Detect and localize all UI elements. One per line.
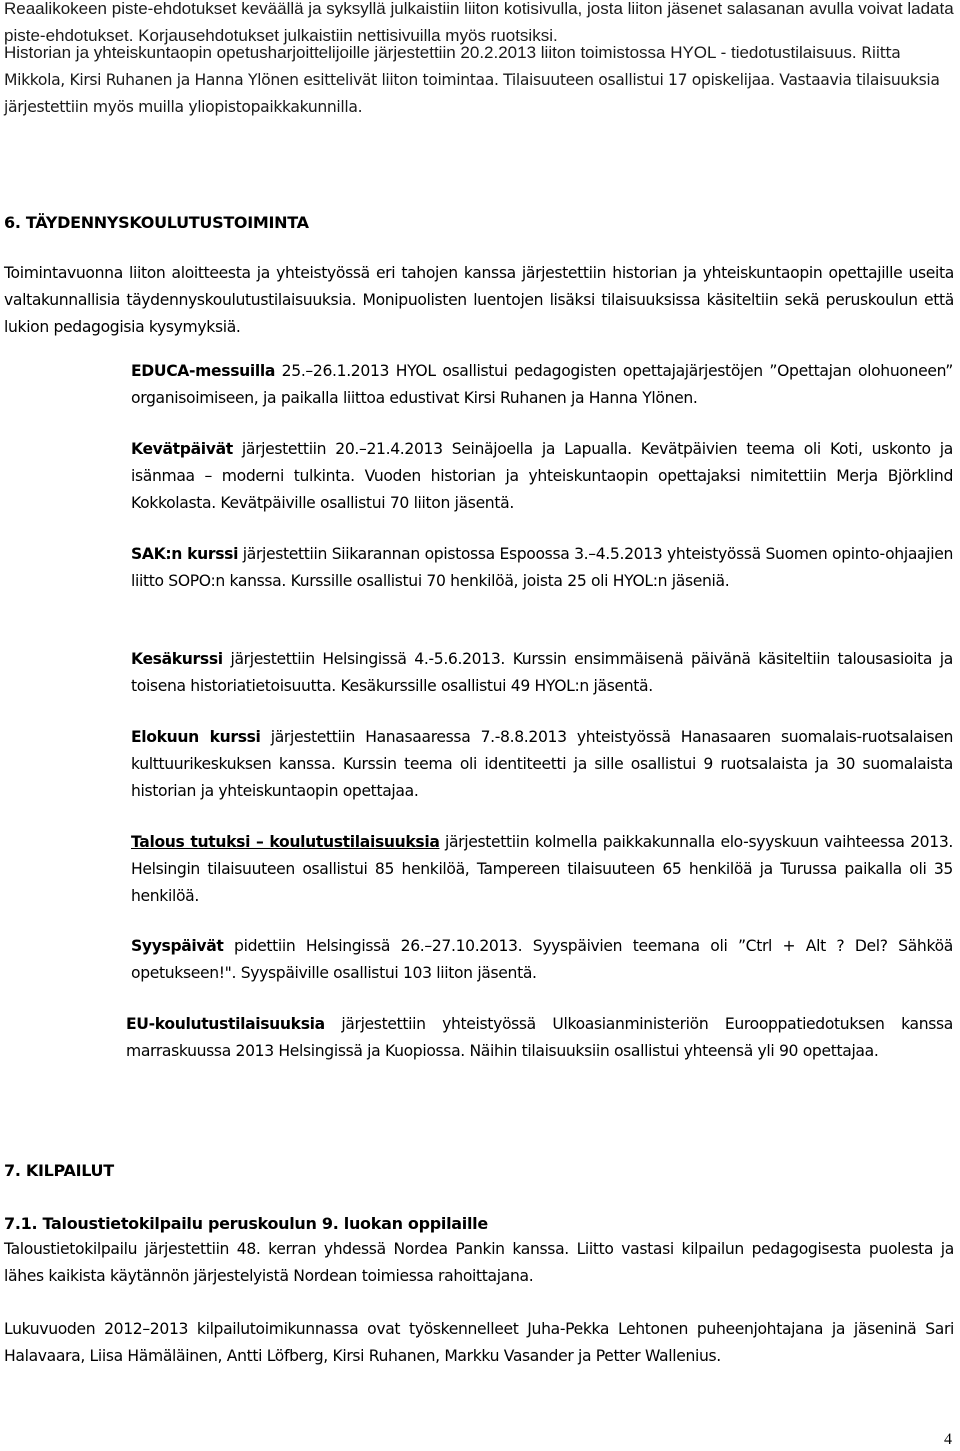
intro-briefing-part2: Riitta Mikkola, Kirsi Ruhanen ja Hanna Ylönen esittelivät liiton toimintaa. Tilaisuuteen osallistui 17 opiskelijaa. Vastaavia tilaisuuksia järjestettiin myös muilla yliopistopaikkakunnilla. — [4, 44, 940, 116]
item-eu-title: EU-koulutustilaisuuksia — [126, 1015, 325, 1033]
item-elokuun-text: järjestettiin Hanasaaressa 7.-8.8.2013 yhteistyössä Hanasaaren suomalais-ruotsalaisen kulttuurikeskuksen kanssa. Kurssin teema oli identiteetti ja sille osallistui 9 ruotsalaista ja 30 suomalaista historian ja yhteiskuntaopin opettajaa. — [131, 728, 953, 800]
item-syyspaivat-text: pidettiin Helsingissä 26.–27.10.2013. Syyspäivien teemana oli ”Ctrl + Alt ? Del? Sähköä opetukseen!". Syyspäiville osallistui 103 liiton jäsentä. — [131, 937, 953, 982]
item-elokuun-kurssi — [131, 724, 953, 804]
item-kevatpaivat-text: järjestettiin 20.–21.4.2013 Seinäjoella ja Lapualla. Kevätpäivien teema oli Koti, uskonto ja isänmaa – moderni tulkinta. Vuoden historian ja yhteiskuntaopin opettajaksi nimitettiin Merja Björklind Kokkolasta. Kevätpäiville osallistui 70 liiton jäsentä. — [131, 440, 953, 512]
item-talous-tutuksi — [131, 829, 953, 909]
intro-briefing-part1: Historian ja yhteiskuntaopin opetusharjoittelijoille järjestettiin 20.2.2013 liiton toimistossa HYOL - tiedotustilaisuus. — [4, 43, 857, 62]
item-syyspaivat-title: Syyspäivät — [131, 937, 224, 955]
item-kesakurssi — [131, 646, 953, 700]
section7-body-1: Taloustietokilpailu järjestettiin 48. kerran yhdessä Nordea Pankin kanssa. Liitto vastasi kilpailun pedagogisesta puolesta ja lähes kaikista käytännön järjestelyistä Nordean toimiessa rahoittajana. — [4, 1240, 954, 1285]
item-kesakurssi-title: Kesäkurssi — [131, 650, 223, 668]
intro-paragraph-grading: Reaalikokeen piste-ehdotukset keväällä ja syksyllä julkaistiin liiton kotisivulla, josta liiton jäsenet salasanan avulla voivat ladata piste-ehdotukset. Korjausehdotukset julkaistiin nettisivuilla myös ruotsiksi. — [4, 0, 954, 45]
item-talous-text: järjestettiin kolmella paikkakunnalla elo-syyskuun vaihteessa 2013. Helsingin tilaisuuteen osallistui 85 henkilöä, Tampereen tilaisuuteen 65 henkilöä ja Turussa paikalla oli 35 henkilöä. — [131, 833, 953, 905]
item-syyspaivat — [131, 933, 953, 987]
item-kevatpaivat — [131, 436, 953, 516]
section6-heading: 6. TÄYDENNYSKOULUTUSTOIMINTA — [4, 213, 309, 232]
item-kesakurssi-text: järjestettiin Helsingissä 4.-5.6.2013. Kurssin ensimmäisenä päivänä käsiteltiin talousasioita ja toisena historiatietoisuutta. Kesäkurssille osallistui 49 HYOL:n jäsentä. — [131, 650, 953, 695]
item-sak-text: järjestettiin Siikarannan opistossa Espoossa 3.–4.5.2013 yhteistyössä Suomen opinto-ohjaajien liitto SOPO:n kanssa. Kurssille osallistui 70 henkilöä, joista 25 oli HYOL:n jäseniä. — [131, 545, 953, 590]
item-sak-title: SAK:n kurssi — [131, 545, 239, 563]
item-kevatpaivat-title: Kevätpäivät — [131, 440, 233, 458]
item-educa-text: 25.–26.1.2013 HYOL osallistui pedagogisten opettajajärjestöjen ”Opettajan olohuoneen” organisoimiseen, ja paikalla liittoa edustivat Kirsi Ruhanen ja Hanna Ylönen. — [131, 362, 953, 407]
item-sak-kurssi — [131, 541, 953, 595]
section7-body-2: Lukuvuoden 2012–2013 kilpailutoimikunnassa ovat työskennelleet Juha-Pekka Lehtonen puheenjohtajana ja jäseninä Sari Halavaara, Liisa Hämäläinen, Antti Löfberg, Kirsi Ruhanen, Markku Vasander ja Petter Wallenius. — [4, 1320, 954, 1365]
item-elokuun-title: Elokuun kurssi — [131, 728, 261, 746]
item-talous-title: Talous tutuksi – koulutustilaisuuksia — [131, 833, 440, 851]
section7-heading: 7. KILPAILUT — [4, 1161, 114, 1180]
page-number: 4 — [944, 1431, 952, 1448]
section6-body: Toimintavuonna liiton aloitteesta ja yhteistyössä eri tahojen kanssa järjestettiin historian ja yhteiskuntaopin opettajille useita valtakunnallisia täydennyskoulutustilaisuuksia. Monipuolisten luentojen lisäksi tilaisuuksissa käsiteltiin sekä peruskoulun että lukion pedagogisia kysymyksiä. — [4, 264, 954, 336]
section7-1-heading: 7.1. Taloustietokilpailu peruskoulun 9. luokan oppilaille — [4, 1214, 488, 1233]
item-educa-title: EDUCA-messuilla — [131, 362, 276, 380]
item-eu-text: järjestettiin yhteistyössä Ulkoasianministeriön Eurooppatiedotuksen kanssa marraskuussa 2013 Helsingissä ja Kuopiossa. Näihin tilaisuuksiin osallistui yhteensä yli 90 opettajaa. — [126, 1015, 953, 1060]
intro-paragraph-briefing — [4, 40, 954, 120]
item-educa — [131, 358, 953, 412]
item-eu-koulutus — [126, 1011, 953, 1065]
